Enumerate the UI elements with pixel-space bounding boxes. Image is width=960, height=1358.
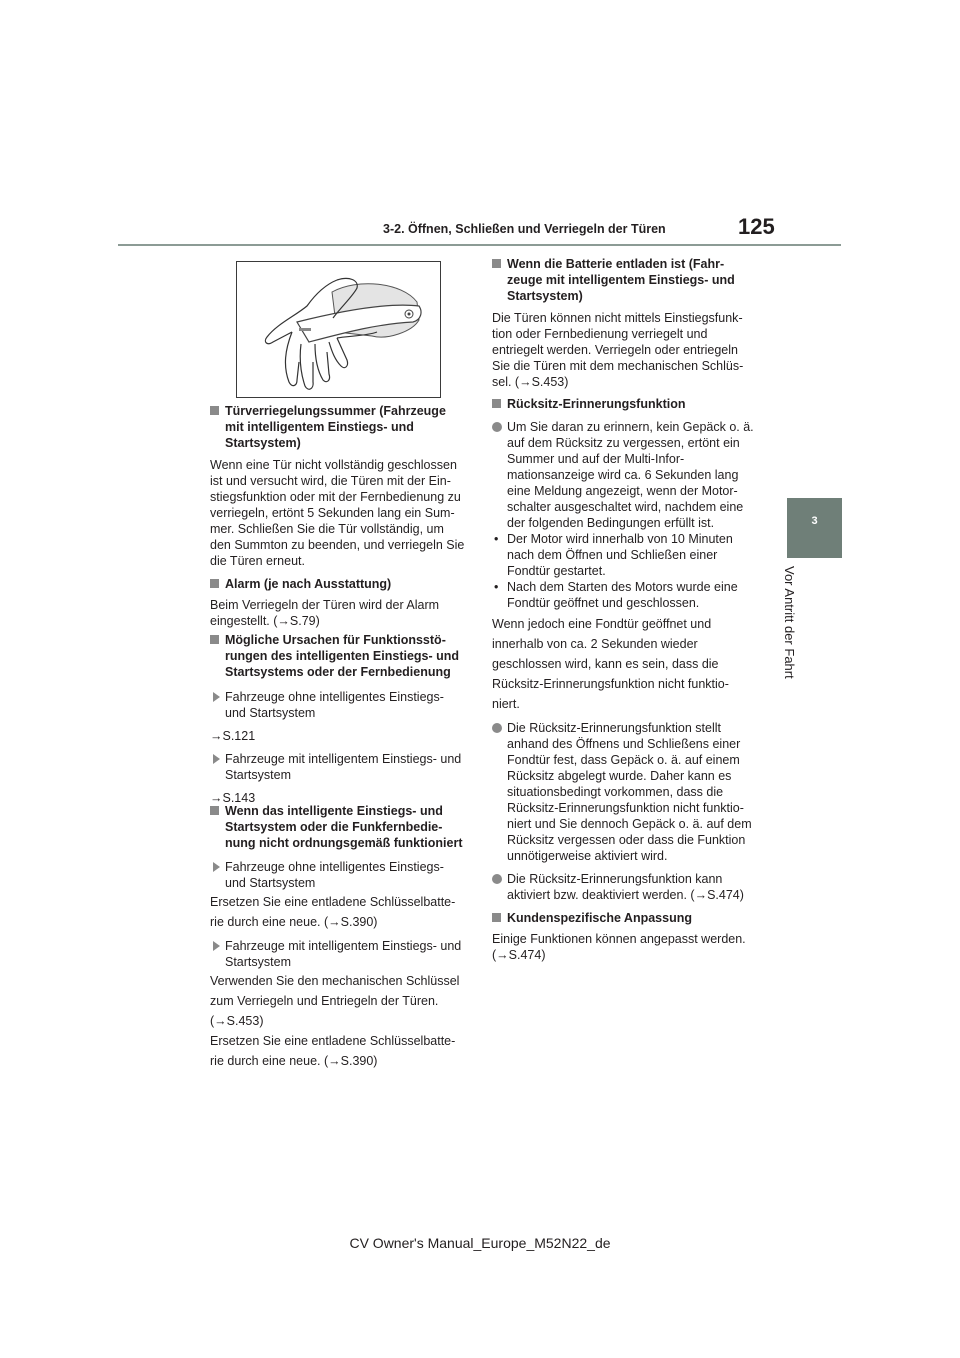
page-number: 125: [738, 214, 775, 239]
paragraph-line: Rücksitz-Erinnerungsfunktion nicht funktio-: [492, 677, 729, 691]
paragraph-line: (→S.453): [210, 1014, 264, 1028]
paragraph: Einige Funktionen können angepasst werden. (→S.474): [492, 932, 746, 962]
footer-text: CV Owner's Manual_Europe_M52N22_de: [349, 1235, 611, 1251]
bullet-paragraph: Um Sie daran zu erinnern, kein Gepäck o. ä. auf dem Rücksitz zu vergessen, ertönt ein Summer und auf der Multi-Informationsanzeige wird ca. 6 Sekunden lang eine Meldung angezeigt, wenn der Motorschalter ausgeschaltet wird, nachdem eine der folgenden Bedingungen erfüllt ist.: [492, 419, 754, 531]
paragraph-line: rie durch eine neue. (→S.390): [210, 915, 378, 929]
paragraph-line: Ersetzen Sie eine entladene Schlüsselbatte-: [210, 895, 456, 909]
paragraph: Beim Verriegeln der Türen wird der Alarm eingestellt. (→S.79): [210, 598, 440, 628]
paragraph-line: innerhalb von ca. 2 Sekunden wieder: [492, 637, 698, 651]
section-heading: Türverriegelungssummer (Fahrzeuge mit intelligentem Einstiegs- und Startsystem): [210, 403, 468, 451]
paragraph-line: rie durch eine neue. (→S.390): [210, 1054, 378, 1068]
list-item: Fahrzeuge ohne intelligentes Einstiegs- und Startsystem: [210, 859, 468, 891]
bullet-paragraph: Die Rücksitz-Erinnerungsfunktion stellt anhand des Öffnens und Schließens einer Fondtür fest, dass Gepäck o. ä. auf einem Rücksitz abgelegt wurde. Daher kann es situationsbedingt vorkommen, dass die Rücksitz-Erinnerungsfunktion nicht funktioniert und Sie dennoch Gepäck o. ä. auf dem Rücksitz vergessen oder dass die Funktion unnötigerweise aktiviert wird.: [492, 720, 754, 864]
paragraph: Wenn eine Tür nicht vollständig geschlossen ist und versucht wird, die Türen mit der Einstiegsfunktion oder mit der Fernbedienung zu verriegeln, ertönt 5 Sekunden lang ein Summer. Schließen Sie die Tür vollständig, um den Summton zu beenden, und verriegeln Sie die Türen erneut.: [210, 458, 465, 568]
chapter-label: [780, 566, 810, 691]
section-title: 3-2. Öffnen, Schließen und Verriegeln der Türen: [383, 222, 666, 236]
door-handle-figure: [236, 261, 441, 398]
list-item: Fahrzeuge mit intelligentem Einstiegs- und Startsystem: [210, 938, 468, 970]
section-heading: Wenn das intelligente Einstiegs- und Startsystem oder die Funkfernbedienung nicht ordnungsgemäß funktioniert: [210, 803, 468, 851]
bullet-paragraph: Die Rücksitz-Erinnerungsfunktion kann aktiviert bzw. deaktiviert werden. (→S.474): [492, 871, 754, 903]
paragraph: Die Türen können nicht mittels Einstiegsfunktion oder Fernbedienung verriegelt und entriegelt werden. Verriegeln oder entriegeln Sie die Türen mit dem mechanischen Schlüssel. (→S.453): [492, 311, 744, 389]
hand-door-handle-icon: [237, 262, 440, 397]
page-reference: →S.121: [210, 729, 256, 743]
list-item: Fahrzeuge ohne intelligentes Einstiegs- und Startsystem: [210, 689, 468, 721]
paragraph-line: geschlossen wird, kann es sein, dass die: [492, 657, 719, 671]
paragraph-line: Verwenden Sie den mechanischen Schlüssel: [210, 974, 460, 988]
page-reference: →S.143: [210, 791, 256, 805]
paragraph-line: niert.: [492, 697, 520, 711]
chapter-tab: [787, 498, 842, 558]
chapter-label-text: Vor Antritt der Fahrt: [782, 566, 797, 679]
paragraph-line: Wenn jedoch eine Fondtür geöffnet und: [492, 617, 712, 631]
paragraph-line: zum Verriegeln und Entriegeln der Türen.: [210, 994, 439, 1008]
list-item: • Nach dem Starten des Motors wurde eine Fondtür geöffnet und geschlossen.: [492, 579, 754, 611]
chapter-number: 3: [811, 515, 818, 527]
section-heading: Rücksitz-Erinnerungsfunktion: [492, 396, 754, 412]
section-heading: Kundenspezifische Anpassung: [492, 910, 754, 926]
section-heading: Mögliche Ursachen für Funktionsstörungen des intelligenten Einstiegs- und Startsystems oder der Fernbedienung: [210, 632, 468, 680]
paragraph-line: Ersetzen Sie eine entladene Schlüsselbatte-: [210, 1034, 456, 1048]
section-heading: Alarm (je nach Ausstattung): [210, 576, 468, 592]
section-heading: Wenn die Batterie entladen ist (Fahrzeuge mit intelligentem Einstiegs- und Startsystem): [492, 256, 754, 304]
list-item: • Der Motor wird innerhalb von 10 Minuten nach dem Öffnen und Schließen einer Fondtür gestartet.: [492, 531, 754, 579]
header-divider: [118, 244, 841, 246]
list-item: Fahrzeuge mit intelligentem Einstiegs- und Startsystem: [210, 751, 468, 783]
